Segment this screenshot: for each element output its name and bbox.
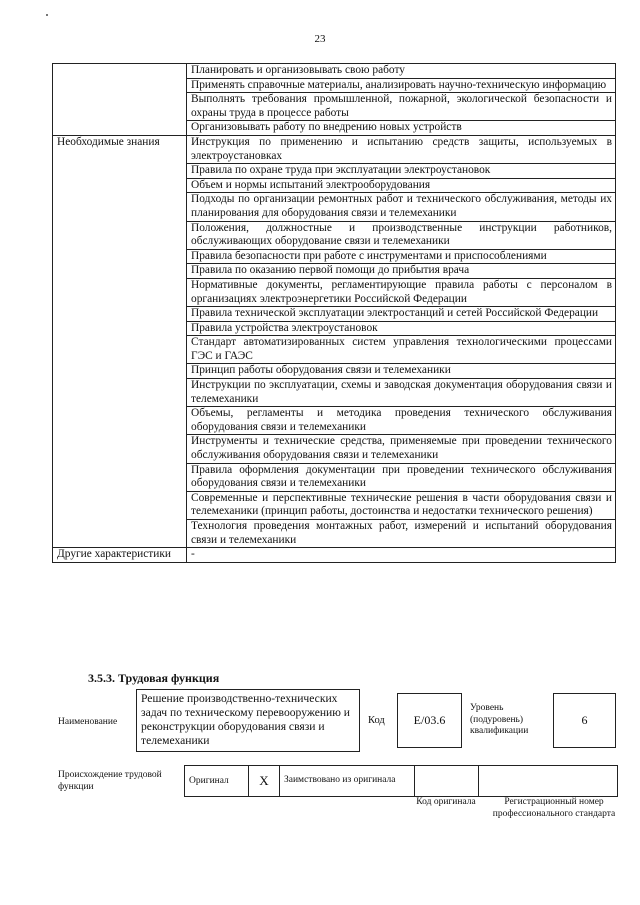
original-code-cell (415, 766, 479, 797)
table-row (53, 135, 616, 163)
original-mark: X (249, 766, 280, 797)
origin-label: Происхождение трудовой функции (58, 770, 162, 792)
requirement-item: Организовывать работу по внедрению новых устройств (187, 121, 616, 136)
requirement-item: Выполнять требования промышленной, пожарной, экологической безопасности и охраны труда в процессе работы (187, 93, 616, 121)
borrowed-label: Заимствовано из оригинала (280, 766, 415, 797)
requirements-table (52, 63, 616, 563)
page-number: 23 (314, 33, 326, 45)
section-title: 3.5.3. Трудовая функция (88, 671, 220, 685)
requirement-item: Подходы по организации ремонтных работ и технического обслуживания, методы их планирования для оборудования связи и телемеханики (187, 193, 616, 221)
requirement-item: Нормативные документы, регламентирующие правила работы с персоналом в организациях электроэнергетики Российской Федерации (187, 278, 616, 306)
requirement-item: Инструменты и технические средства, применяемые при проведении технического обслуживания оборудования связи и телемеханики (187, 435, 616, 463)
requirement-item: Инструкция по применению и испытанию средств защиты, используемых в электроустановках (187, 135, 616, 163)
requirement-item: Применять справочные материалы, анализировать научно-техническую информацию (187, 78, 616, 93)
requirement-item: Положения, должностные и производственные инструкции работников, обслуживающих оборудование связи и телемеханики (187, 221, 616, 249)
original-label: Оригинал (185, 766, 249, 797)
requirement-item: Правила по охране труда при эксплуатации электроустановок (187, 164, 616, 179)
code-label: Код (368, 715, 385, 726)
requirement-item: Принцип работы оборудования связи и телемеханики (187, 364, 616, 379)
requirement-item: Объем и нормы испытаний электрооборудования (187, 178, 616, 193)
requirement-item: Стандарт автоматизированных систем управления технологическими процессами ГЭС и ГАЭС (187, 336, 616, 364)
registration-caption: Регистрационный номер профессионального стандарта (492, 797, 616, 819)
name-label: Наименование (58, 717, 118, 727)
row-label (53, 64, 187, 136)
requirement-item: Объемы, регламенты и методика проведения технического обслуживания оборудования связи и телемеханики (187, 407, 616, 435)
row-label: Необходимые знания (53, 135, 187, 547)
registration-number-cell (479, 766, 618, 797)
scan-dot (46, 14, 48, 16)
requirement-item: Правила по оказанию первой помощи до прибытия врача (187, 264, 616, 279)
function-name-value: Решение производственно-технических задач по техническому перевооружению и реконструкции оборудования связи и телемеханики (136, 689, 360, 752)
origin-table (184, 765, 618, 797)
requirement-item: - (187, 548, 616, 563)
level-label: Уровень (подуровень) квалификации (470, 703, 529, 736)
requirement-item: Правила технической эксплуатации электростанций и сетей Российской Федерации (187, 307, 616, 322)
function-code-value: E/03.6 (397, 693, 462, 748)
requirement-item: Правила устройства электроустановок (187, 321, 616, 336)
requirement-item: Инструкции по эксплуатации, схемы и заводская документация оборудования связи и телемеханики (187, 379, 616, 407)
requirement-item: Технология проведения монтажных работ, измерений и испытаний оборудования связи и телемеханики (187, 520, 616, 548)
table-row (53, 64, 616, 79)
qualification-level-value: 6 (553, 693, 616, 748)
row-label: Другие характеристики (53, 548, 187, 563)
table-row (53, 548, 616, 563)
requirement-item: Современные и перспективные технические решения в части оборудования связи и телемеханики (принцип работы, достоинства и недостатки технического решения) (187, 491, 616, 519)
requirement-item: Планировать и организовывать свою работу (187, 64, 616, 79)
original-code-caption: Код оригинала (416, 797, 476, 807)
requirement-item: Правила оформления документации при проведении технического обслуживания оборудования связи и телемеханики (187, 463, 616, 491)
requirement-item: Правила безопасности при работе с инструментами и приспособлениями (187, 249, 616, 264)
